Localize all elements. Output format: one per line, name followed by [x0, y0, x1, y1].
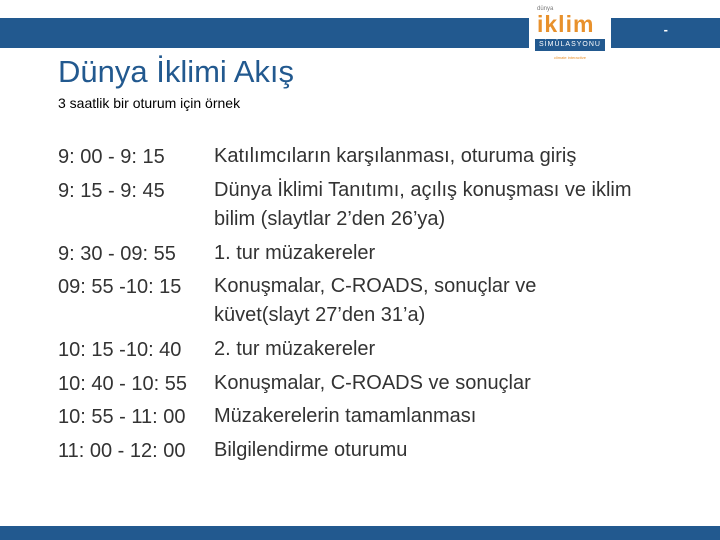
agenda-time: 10: 55 - 11: 00: [58, 406, 186, 429]
logo-tagline: climate interactive: [553, 55, 586, 60]
agenda-row: [58, 369, 698, 399]
header-bar: [0, 18, 720, 48]
agenda-row: [58, 272, 698, 330]
agenda-row: [58, 176, 698, 234]
agenda-row: [58, 142, 698, 172]
logo-top-text: dünya: [537, 6, 554, 12]
logo-word: iklim: [537, 11, 595, 37]
slide-subtitle: 3 saatlik bir oturum için örnek: [58, 95, 241, 111]
logo-band: SİMÜLASYONU: [535, 39, 605, 51]
agenda-activity: Dünya İklimi Tanıtımı, açılış konuşması ve iklim bilim (slaytlar 2’den 26’ya): [214, 178, 632, 230]
agenda-activity: Konuşmalar, C-ROADS, sonuçlar ve küvet(slayt 27’den 31’a): [214, 275, 537, 327]
agenda-time: 10: 15 -10: 40: [58, 339, 182, 362]
agenda-list: [58, 142, 698, 470]
agenda-activity: 1. tur müzakereler: [214, 241, 376, 264]
agenda-activity: Katılımcıların karşılanması, oturuma giriş: [214, 145, 577, 167]
agenda-time: 11: 00 - 12: 00: [58, 439, 186, 462]
agenda-time: 9: 30 - 09: 55: [58, 242, 176, 265]
agenda-activity: Müzakerelerin tamamlanması: [214, 405, 477, 428]
agenda-activity: Bilgilendirme oturumu: [214, 438, 408, 461]
agenda-time: 9: 00 - 9: 15: [58, 146, 165, 168]
agenda-time: 10: 40 - 10: 55: [58, 372, 187, 395]
agenda-row: [58, 402, 698, 432]
slide-number: -: [663, 22, 668, 37]
agenda-row: [58, 239, 698, 269]
agenda-time: 09: 55 -10: 15: [58, 276, 182, 299]
agenda-activity: 2. tur müzakereler: [214, 338, 376, 361]
agenda-row: [58, 335, 698, 365]
agenda-activity: Konuşmalar, C-ROADS ve sonuçlar: [214, 371, 531, 394]
world-climate-logo: [529, 3, 611, 67]
footer-bar: [0, 526, 720, 540]
agenda-time: 9: 15 - 9: 45: [58, 179, 165, 202]
slide-title: Dünya İklimi Akış: [58, 54, 295, 89]
agenda-row: [58, 436, 698, 466]
